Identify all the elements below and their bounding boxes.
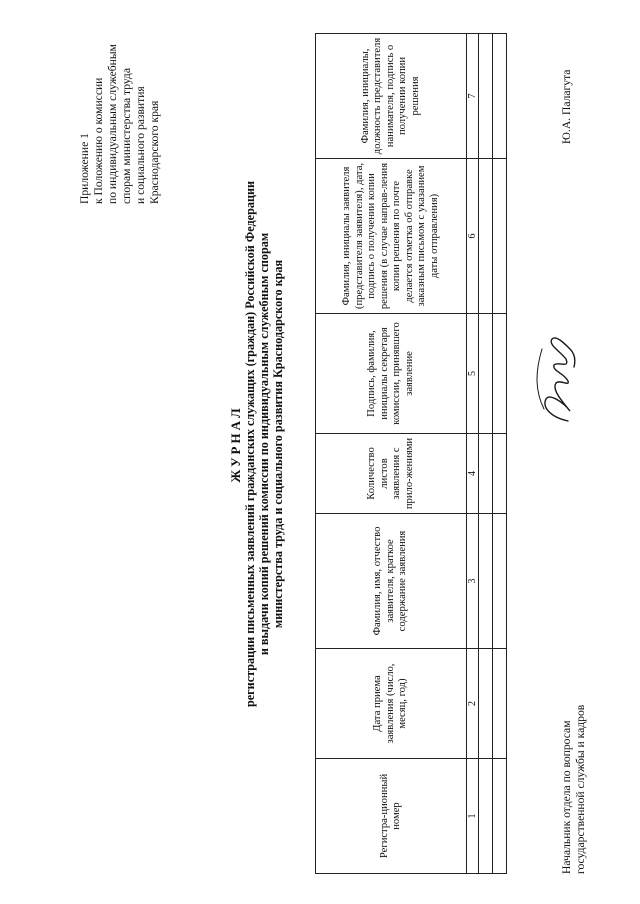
document-subtitle-line: регистрации письменных заявлений гражданских служащих (граждан) Российской Федерации bbox=[243, 180, 257, 708]
document-heading bbox=[228, 64, 285, 824]
appendix-line: к Положению о комиссии bbox=[92, 77, 105, 204]
header-cell-employer-rep: Фамилия, инициалы, должность представителя нанимателя, подпись о получении копии решения bbox=[316, 34, 467, 159]
column-number: 2 bbox=[467, 649, 479, 759]
appendix-line: по индивидуальным служебным bbox=[106, 44, 119, 204]
appendix-line: спорам министерства труда bbox=[120, 68, 133, 204]
header-cell-sheet-count: Количество листов заявления с прило-жениями bbox=[316, 434, 467, 514]
header-cell-copy-receipt: Фамилия, инициалы заявителя (представителя заявителя), дата, подпись о получении копии решения (в случае направ-ления копии решения по почте делается отметка об отправке заказным письмом с указанием даты отправления) bbox=[316, 159, 467, 314]
document-subtitle-line: министерства труда и социального развития Краснодарского края bbox=[271, 259, 285, 629]
table-row bbox=[493, 34, 507, 874]
header-cell-secretary: Подпись, фамилия, инициалы секретаря комиссии, принявшего заявление bbox=[316, 314, 467, 434]
signer-name: Ю.А. Палагута bbox=[560, 69, 573, 144]
document-subtitle-line: и выдачи копий решений комиссии по индивидуальным служебным спорам bbox=[257, 232, 271, 656]
journal-table bbox=[315, 33, 507, 874]
header-cell-reg-number: Регистра-ционный номер bbox=[316, 759, 467, 874]
column-number: 7 bbox=[467, 34, 479, 159]
appendix-note bbox=[78, 14, 162, 204]
document-title: ЖУРНАЛ bbox=[228, 405, 243, 483]
table-row bbox=[479, 34, 493, 874]
column-number: 3 bbox=[467, 514, 479, 649]
column-number: 1 bbox=[467, 759, 479, 874]
appendix-line: и социального развития bbox=[134, 86, 147, 204]
header-cell-applicant: Фамилия, имя, отчество заявителя, краткое содержание заявления bbox=[316, 514, 467, 649]
position-line: Начальник отдела по вопросам bbox=[560, 720, 573, 874]
appendix-line: Приложение 1 bbox=[78, 133, 91, 204]
appendix-line: Краснодарского края bbox=[148, 100, 161, 204]
column-number-row bbox=[467, 34, 479, 874]
column-number: 6 bbox=[467, 159, 479, 314]
handwritten-signature bbox=[530, 329, 585, 429]
column-number: 4 bbox=[467, 434, 479, 514]
position-line: государственной службы и кадров bbox=[574, 704, 587, 874]
signatory-position bbox=[560, 705, 588, 874]
header-cell-date: Дата приема заявления (число, месяц, год) bbox=[316, 649, 467, 759]
table-header-row bbox=[316, 34, 467, 874]
column-number: 5 bbox=[467, 314, 479, 434]
